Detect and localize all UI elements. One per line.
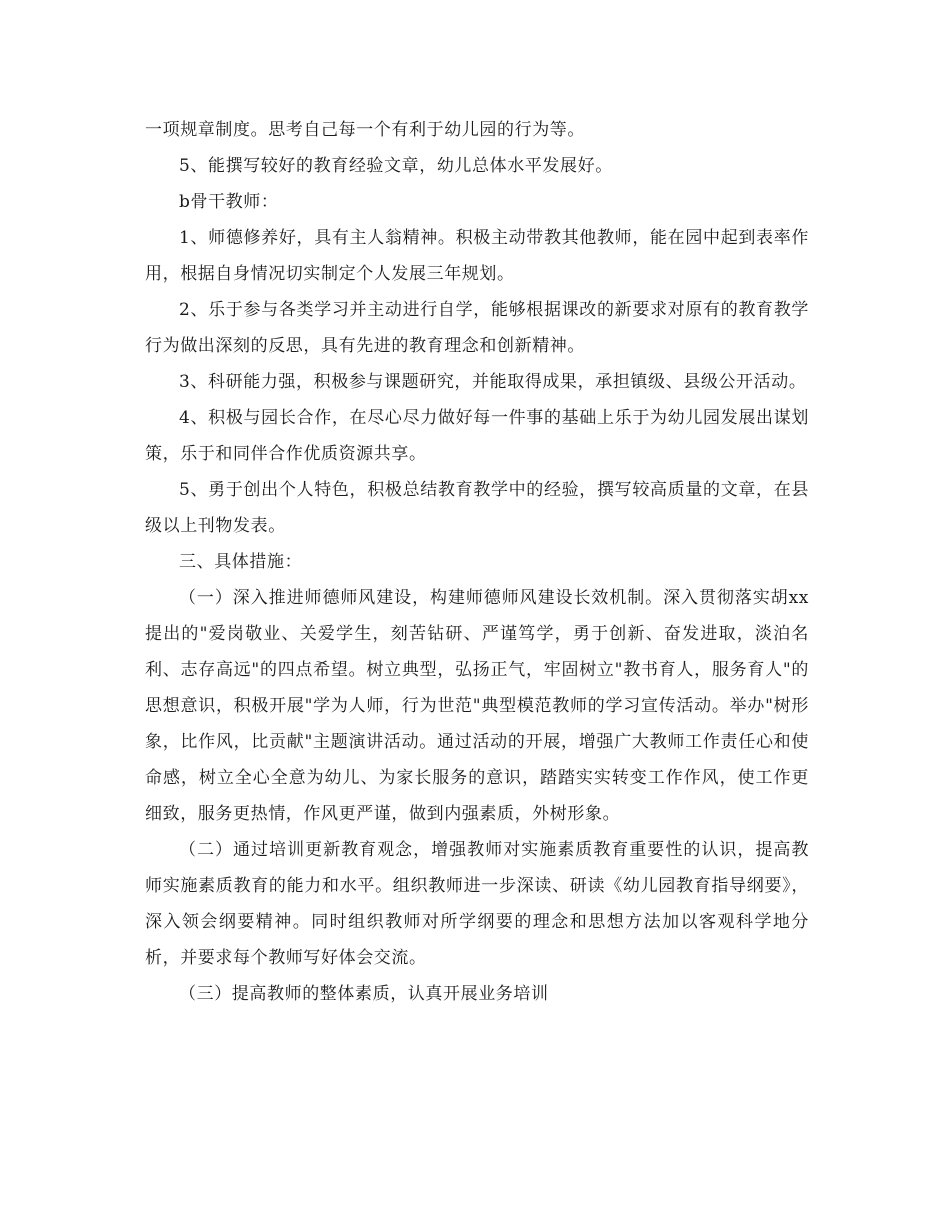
paragraph-11: （三）提高教师的整体素质，认真开展业务培训 <box>179 984 549 1004</box>
paragraph-5: 3、科研能力强，积极参与课题研究，并能取得成果，承担镇级、县级公开活动。 <box>179 372 807 392</box>
paragraph-1: 5、能撰写较好的教育经验文章，幼儿总体水平发展好。 <box>179 156 613 176</box>
paragraph-10: （二）通过培训更新教育观念，增强教师对实施素质教育重要性的认识，提高教师实施素质教育的能力和水平。组织教师进一步深读、研读《幼儿园教育指导纲要》，深入领会纲要精神。同时组织教师对所学纲要的理念和思想方法加以客观科学地分析，并要求每个教师写好体会交流。 <box>145 840 809 968</box>
document-body <box>145 112 809 1012</box>
section-heading: 三、具体措施： <box>179 552 303 572</box>
paragraph-4: 2、乐于参与各类学习并主动进行自学，能够根据课改的新要求对原有的教育教学行为做出深刻的反思，具有先进的教育理念和创新精神。 <box>145 300 809 356</box>
paragraph-7: 5、勇于创出个人特色，积极总结教育教学中的经验，撰写较高质量的文章，在县级以上刊物发表。 <box>145 480 809 536</box>
paragraph-9: （一）深入推进师德师风建设，构建师德师风建设长效机制。深入贯彻落实胡xx提出的"爱岗敬业、关爱学生，刻苦钻研、严谨笃学，勇于创新、奋发进取，淡泊名利、志存高远"的四点希望。树立典型，弘扬正气，牢固树立"教书育人，服务育人"的思想意识，积极开展"学为人师，行为世范"典型模范教师的学习宣传活动。举办"树形象，比作风，比贡献"主题演讲活动。通过活动的开展，增强广大教师工作责任心和使命感，树立全心全意为幼儿、为家长服务的意识，踏踏实实转变工作作风，使工作更细致，服务更热情，作风更严谨，做到内强素质，外树形象。 <box>145 588 809 824</box>
paragraph-3: 1、师德修养好，具有主人翁精神。积极主动带教其他教师，能在园中起到表率作用，根据自身情况切实制定个人发展三年规划。 <box>145 228 809 284</box>
paragraph-2: b骨干教师： <box>179 192 279 212</box>
paragraph-6: 4、积极与园长合作，在尽心尽力做好每一件事的基础上乐于为幼儿园发展出谋划策，乐于和同伴合作优质资源共享。 <box>145 408 809 464</box>
paragraph-0: 一项规章制度。思考自己每一个有利于幼儿园的行为等。 <box>145 120 585 140</box>
